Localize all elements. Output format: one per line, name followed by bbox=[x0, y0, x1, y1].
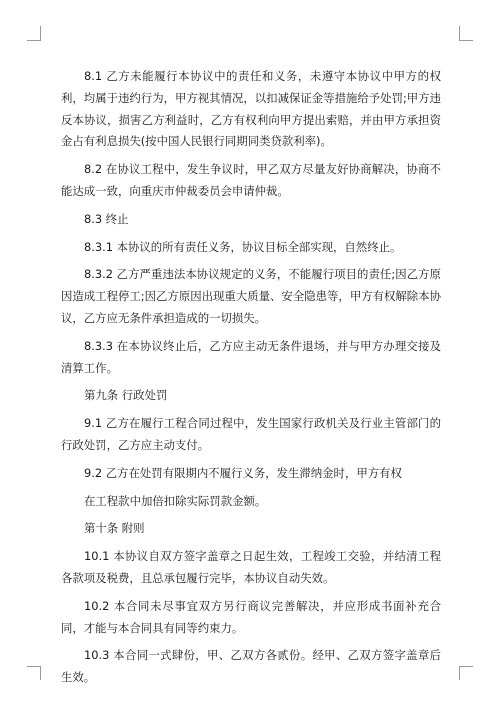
clause-8-3-heading: 8.3 终止 bbox=[84, 211, 129, 226]
clause-8-3-2: 8.3.2 乙方严重违法本协议规定的义务，不能履行项目的责任;因乙方原因造成工程停工;因乙方原因出现重大质量、安全隐患等，甲方有权解除本协议，乙方应无条件承担造成的一切损失。 bbox=[61, 267, 441, 325]
clause-10-2: 10.2 本合同未尽事宜双方另行商议完善解决，并应形成书面补充合同，才能与本合同具有同等约束力。 bbox=[61, 598, 441, 635]
clause-8-1: 8.1 乙方未能履行本协议中的责任和义务，未遵守本协议中甲方的权利，均属于违约行为，甲方视其情况，以扣减保证金等措施给予处罚;甲方违反本协议，损害乙方利益时，乙方有权利向甲方提出索赔，并由甲方承担资金占有利息损失(按中国人民银行同期同类贷款利率)。 bbox=[61, 69, 441, 149]
crop-mark-bottom-left-v bbox=[40, 666, 41, 680]
clause-10-1: 10.1 本协议自双方签字盖章之日起生效，工程竣工交验，并结清工程各款项及税费，且总承包履行完毕，本协议自动失效。 bbox=[61, 549, 441, 585]
clause-9-2-line-2: 在工程款中加倍扣除实际罚款金额。 bbox=[84, 493, 267, 508]
clause-8-2: 8.2 在协议工程中，发生争议时，甲乙双方尽量友好协商解决，协商不能达成一致，向重庆市仲裁委员会申请仲裁。 bbox=[61, 162, 441, 198]
clause-10-3: 10.3 本合同一式肆份，甲、乙双方各贰份。经甲、乙双方签字盖章后生效。 bbox=[61, 648, 441, 685]
crop-mark-bottom-right-v bbox=[459, 666, 460, 680]
article-9-heading: 第九条 行政处罚 bbox=[84, 388, 168, 403]
crop-mark-top-right-h bbox=[459, 40, 473, 41]
crop-mark-bottom-left-h bbox=[27, 666, 41, 667]
crop-mark-top-left-v bbox=[40, 26, 41, 40]
crop-mark-bottom-right-h bbox=[459, 666, 473, 667]
clause-8-3-3: 8.3.3 在本协议终止后，乙方应主动无条件退场，并与甲方办理交接及清算工作。 bbox=[61, 338, 441, 375]
clause-9-2-line-1: 9.2 乙方在处罚有限期内不履行义务，发生滞纳金时，甲方有权 bbox=[84, 465, 402, 480]
clause-8-3-1: 8.3.1 本协议的所有责任义务，协议目标全部实现，自然终止。 bbox=[84, 239, 402, 254]
document-body bbox=[61, 66, 441, 695]
clause-9-1: 9.1 乙方在履行工程合同过程中，发生国家行政机关及行业主管部门的行政处罚，乙方应主动支付。 bbox=[61, 416, 441, 452]
crop-mark-top-right-v bbox=[459, 26, 460, 40]
article-10-heading: 第十条 附则 bbox=[84, 521, 145, 536]
crop-mark-top-left-h bbox=[27, 40, 41, 41]
